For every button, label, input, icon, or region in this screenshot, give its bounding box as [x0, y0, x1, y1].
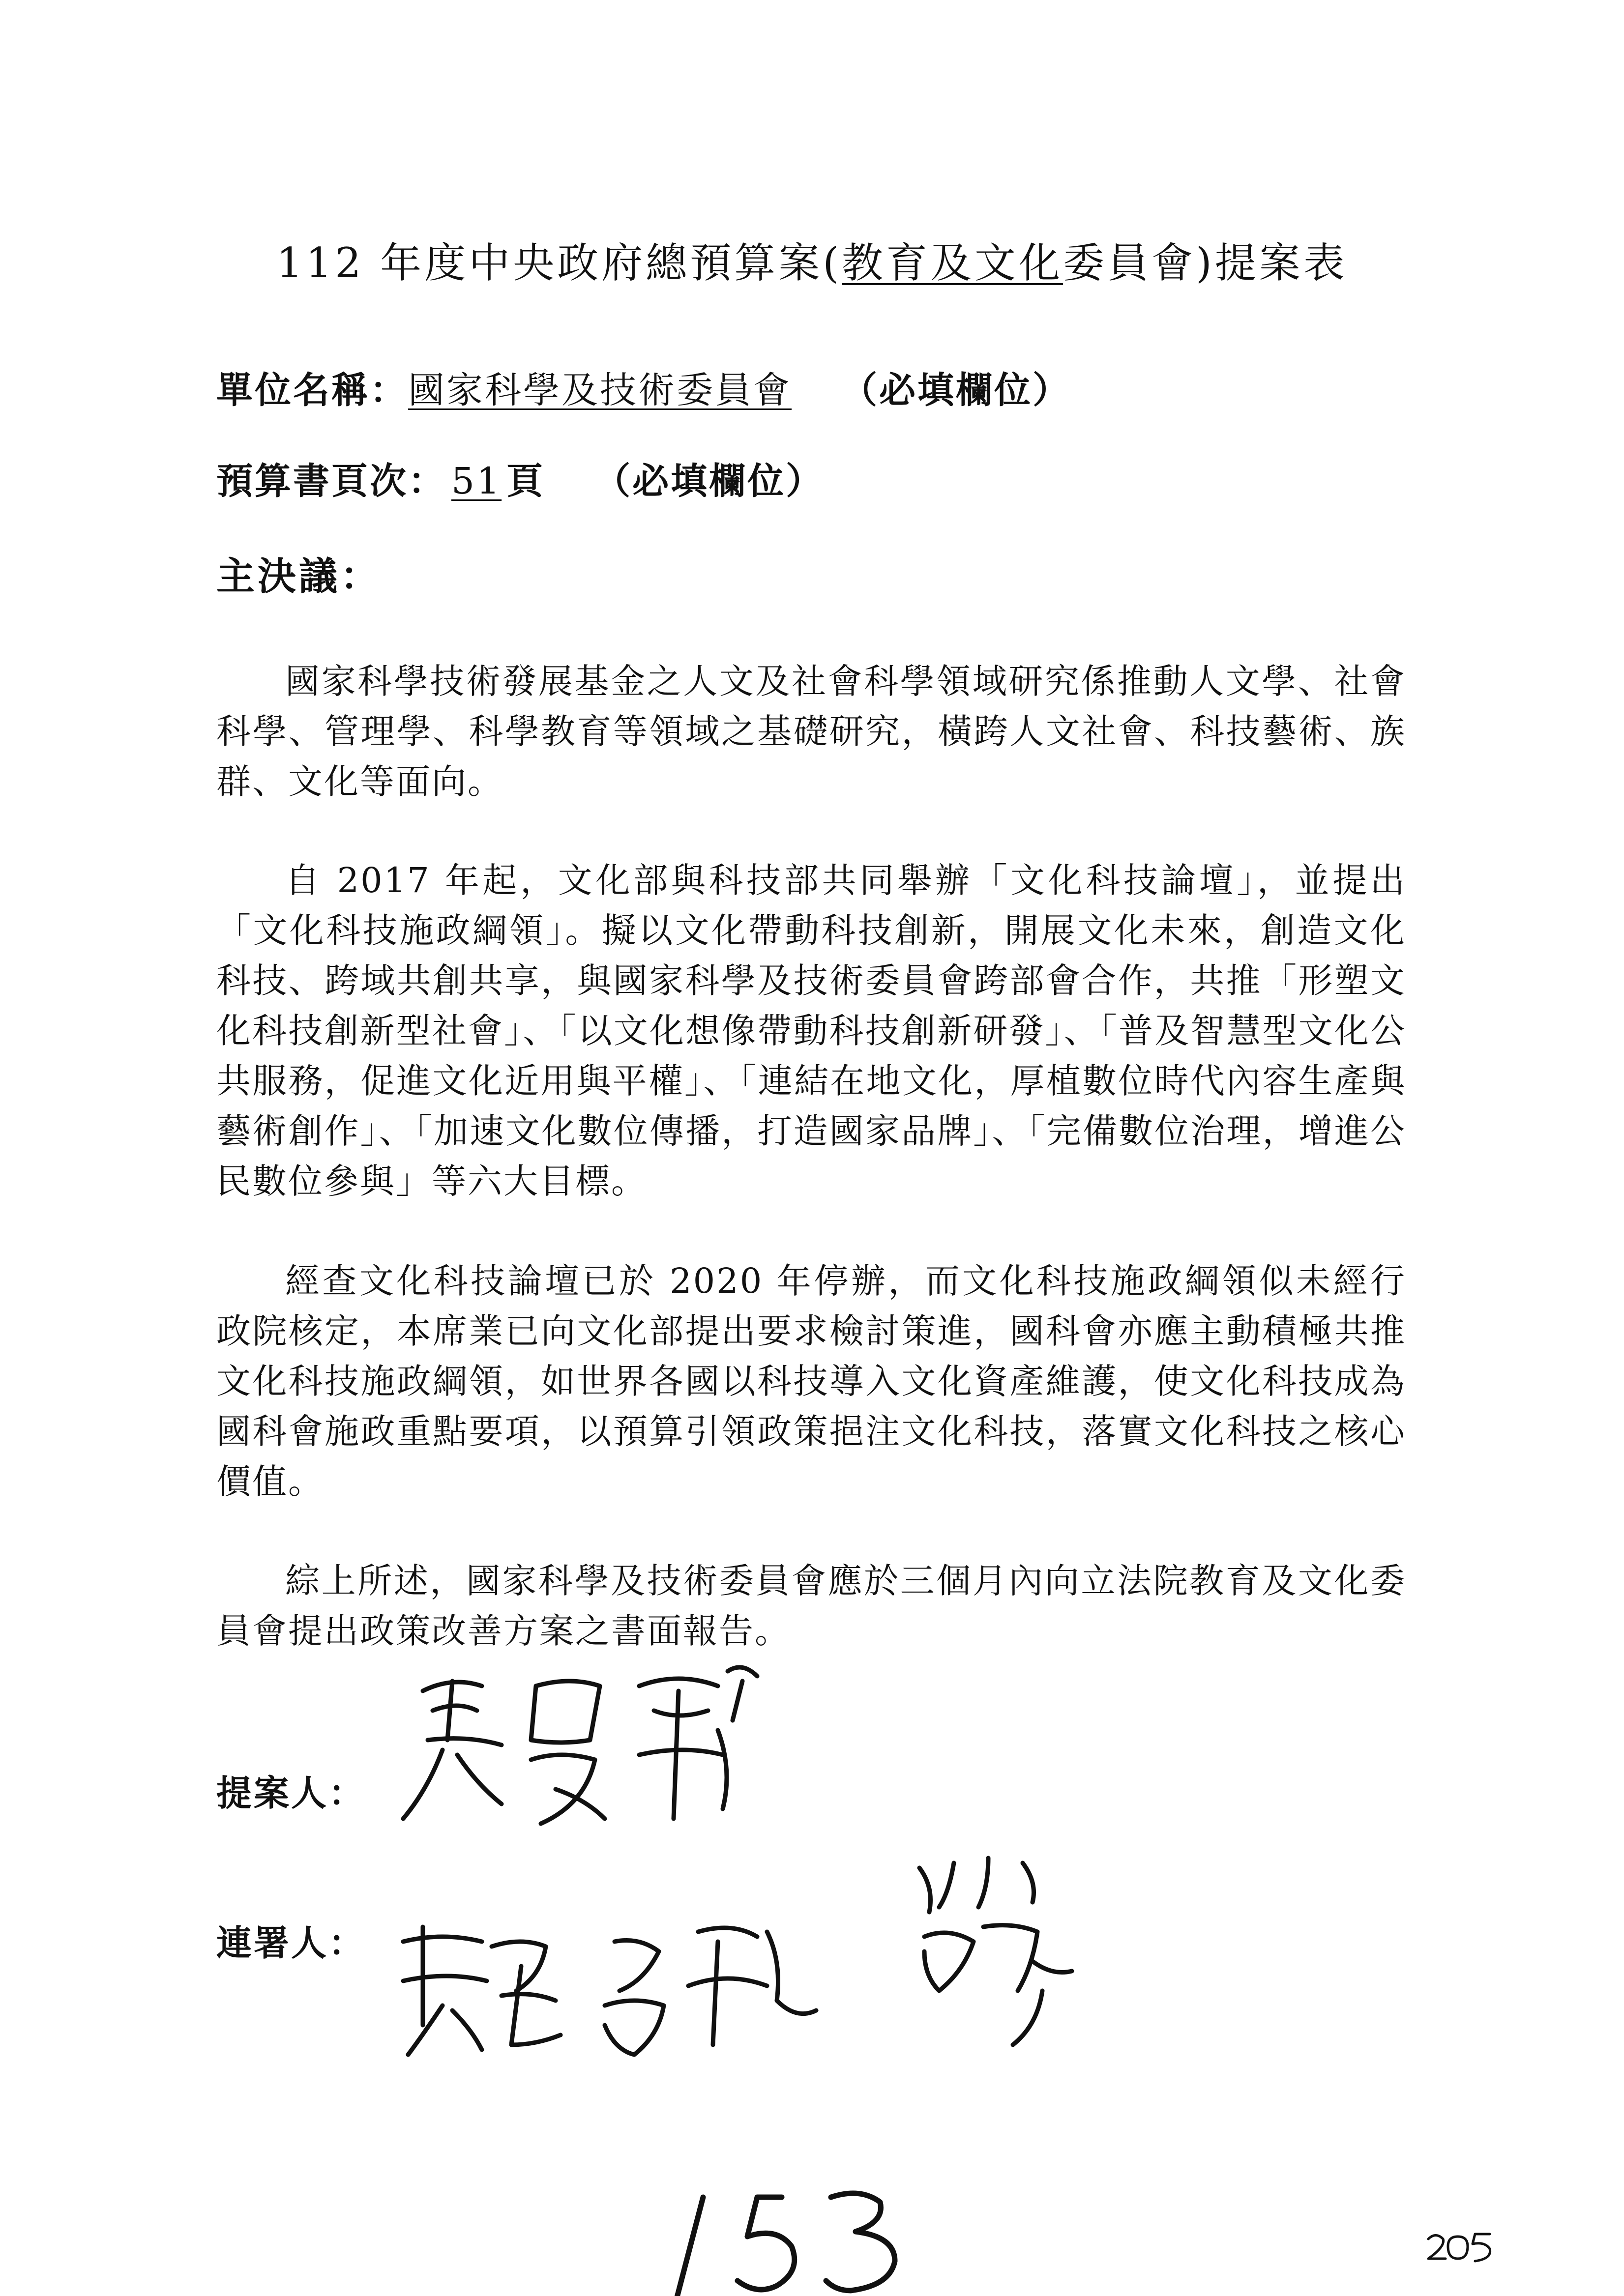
unit-value: 國家科學及技術委員會 — [408, 369, 792, 411]
title-prefix: 112 年度中央政府總預算案( — [276, 239, 842, 287]
page-unit: 頁 — [506, 460, 545, 502]
paragraph-2: 自 2017 年起，文化部與科技部共同舉辦「文化科技論壇」，並提出「文化科技施政綱領」。擬以文化帶動科技創新，開展文化未來，創造文化科技、跨域共創共享，與國家科學及技術委員會跨部會合作，共推「形塑文化科技創新型社會」、「以文化想像帶動科技創新研發」、「普及智慧型文化公共服務，促進文化近用與平權」、「連結在地文化，厚植數位時代內容生產與藝術創作」、「加速文化數位傳播，打造國家品牌」、「完備數位治理，增進公民數位參與」等六大目標。 — [216, 860, 1406, 1201]
title-suffix: 委員會)提案表 — [1063, 239, 1348, 287]
paragraph-1: 國家科學技術發展基金之人文及社會科學領域研究係推動人文學、社會科學、管理學、科學教育等領域之基礎研究，橫跨人文社會、科技藝術、族群、文化等面向。 — [216, 661, 1406, 802]
title-committee: 教育及文化 — [842, 239, 1063, 287]
unit-label: 單位名稱： — [216, 369, 408, 411]
page-label: 預算書頁次： — [216, 460, 446, 502]
page-value: 51 — [451, 460, 502, 502]
page-required-note: （必填欄位） — [594, 460, 825, 502]
paragraph-3: 經查文化科技論壇已於 2020 年停辦，而文化科技施政綱領似未經行政院核定，本席業已向文化部提出要求檢討策進，國科會亦應主動積極共推文化科技施政綱領，如世界各國以科技導入文化資產維護，使文化科技成為國科會施政重點要項，以預算引領政策挹注文化科技，落實文化科技之核心價值。 — [216, 1261, 1406, 1502]
resolution-heading: 主決議： — [216, 554, 382, 599]
proposer-label: 提案人： — [216, 1773, 366, 1814]
paragraph-4: 綜上所述，國家科學及技術委員會應於三個月內向立法院教育及文化委員會提出政策改善方案之書面報告。 — [216, 1561, 1406, 1651]
cosigner-label: 連署人： — [216, 1922, 366, 1964]
unit-required-note: （必填欄位） — [841, 369, 1071, 411]
